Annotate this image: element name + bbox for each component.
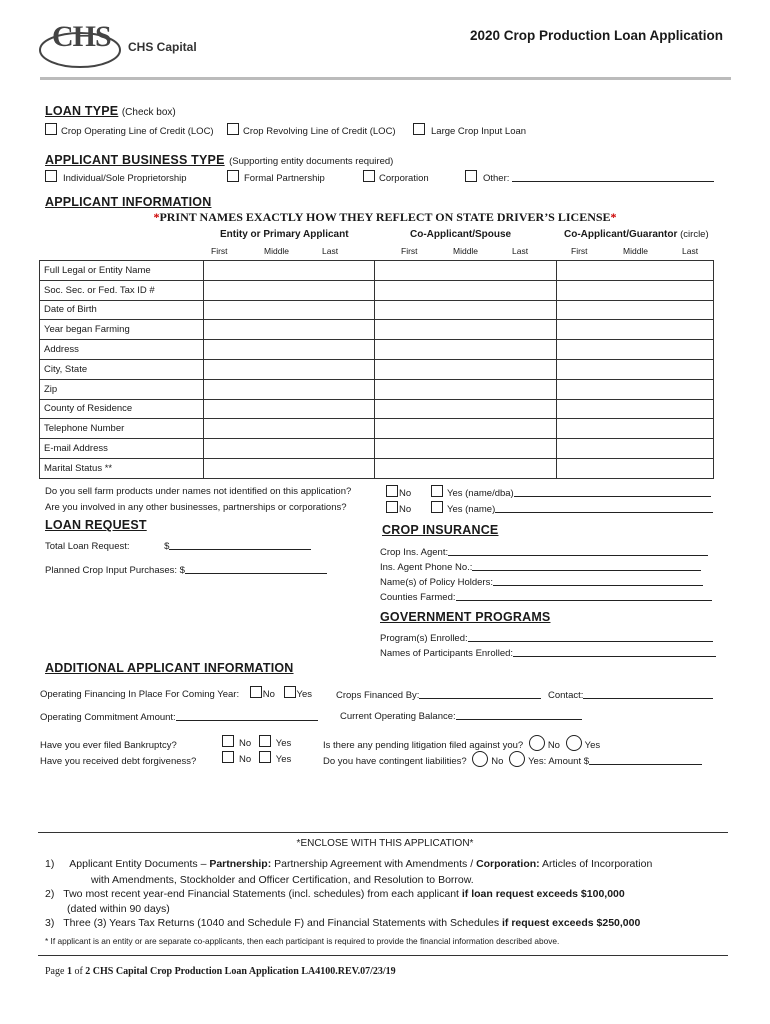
litigation-question: Is there any pending litigation filed against you? No Yes (323, 735, 600, 751)
page-title: 2020 Crop Production Loan Application (469, 28, 723, 43)
bankruptcy-options (222, 735, 291, 749)
cell-primary[interactable] (203, 340, 374, 360)
table-row (40, 340, 714, 360)
enclose-item-1: 1) Applicant Entity Documents – Partnership: Partnership Agreement with Amendments / Corporation: Articles of Incorporation (45, 858, 653, 870)
circle-option-icon[interactable] (509, 751, 525, 767)
cell-spouse[interactable] (374, 439, 557, 459)
cell-guarantor[interactable] (557, 320, 714, 340)
page-footer: Page 1 of 2 CHS Capital Crop Production Loan Application LA4100.REV.07/23/19 (45, 966, 396, 977)
participants-enrolled: Names of Participants Enrolled: (380, 645, 716, 659)
table-row (40, 261, 714, 281)
op-financing-yes[interactable]: Yes (284, 689, 313, 700)
ins-agent-phone-field[interactable] (472, 559, 701, 571)
applicant-info-heading: APPLICANT INFORMATION (45, 195, 212, 209)
row-label: Date of Birth (40, 300, 204, 320)
cell-guarantor[interactable] (557, 340, 714, 360)
cell-primary[interactable] (203, 458, 374, 478)
crop-ins-agent: Crop Ins. Agent: (380, 544, 708, 558)
programs-enrolled-field[interactable] (468, 630, 713, 642)
loan-type-section (45, 104, 176, 118)
col-primary-header: Entity or Primary Applicant (220, 229, 349, 240)
cell-guarantor[interactable] (557, 458, 714, 478)
loan-type-heading: LOAN TYPE (45, 104, 119, 118)
cell-spouse[interactable] (374, 359, 557, 379)
row-label: Year began Farming (40, 320, 204, 340)
bankruptcy-yes[interactable]: Yes (259, 738, 292, 749)
cell-guarantor[interactable] (557, 300, 714, 320)
total-loan-request: Total Loan Request: $ (45, 538, 311, 552)
q1-yes-option[interactable]: Yes (name/dba) (431, 485, 711, 499)
enclose-footnote: * If applicant is an entity or are separate co-applicants, then each participant is required to provide the financial information described above. (45, 936, 560, 946)
counties-farmed-field[interactable] (456, 589, 712, 601)
q2-yes-option[interactable]: Yes (name) (431, 501, 713, 515)
checkbox-icon[interactable] (431, 485, 443, 497)
programs-enrolled: Program(s) Enrolled: (380, 630, 713, 644)
dba-field[interactable] (514, 485, 711, 497)
counties-farmed: Counties Farmed: (380, 589, 712, 603)
checkbox-icon[interactable] (386, 485, 398, 497)
cell-guarantor[interactable] (557, 439, 714, 459)
row-label: Address (40, 340, 204, 360)
checkbox-icon[interactable] (413, 123, 425, 135)
q2-no-option[interactable]: No (386, 501, 411, 515)
table-row (40, 419, 714, 439)
applicant-info-table (39, 260, 714, 479)
row-label: Full Legal or Entity Name (40, 261, 204, 281)
business-name-field[interactable] (495, 501, 713, 513)
row-label: Marital Status ** (40, 458, 204, 478)
cell-spouse[interactable] (374, 458, 557, 478)
checkbox-icon[interactable] (259, 751, 271, 763)
checkbox-icon[interactable] (222, 735, 234, 747)
table-row (40, 300, 714, 320)
enclose-item-2-line2: (dated within 90 days) (67, 903, 170, 915)
crops-financed: Crops Financed By: (336, 687, 541, 701)
row-label: City, State (40, 359, 204, 379)
additional-info-heading: ADDITIONAL APPLICANT INFORMATION (45, 661, 294, 675)
policy-holders-field[interactable] (493, 574, 703, 586)
cell-guarantor[interactable] (557, 359, 714, 379)
debt-forgiveness-yes[interactable]: Yes (259, 754, 292, 765)
contact-field[interactable] (583, 687, 713, 699)
enclose-item-3: 3) Three (3) Years Tax Returns (1040 and Schedule F) and Financial Statements with Schedules if request exceeds $250,000 (45, 917, 641, 929)
q-farm-products: Do you sell farm products under names not identified on this application? (45, 486, 352, 497)
checkbox-icon[interactable] (431, 501, 443, 513)
business-option-corporation[interactable]: Corporation (363, 170, 429, 184)
checkbox-icon[interactable] (227, 123, 239, 135)
planned-purchases-field[interactable] (185, 562, 327, 574)
cell-guarantor[interactable] (557, 261, 714, 281)
business-type-heading: APPLICANT BUSINESS TYPE (45, 153, 225, 167)
participants-enrolled-field[interactable] (513, 645, 716, 657)
current-balance: Current Operating Balance: (340, 708, 582, 722)
table-row (40, 320, 714, 340)
crop-ins-agent-field[interactable] (448, 544, 708, 556)
logo-text: CHS (52, 20, 111, 53)
loan-type-option-revolving[interactable]: Crop Revolving Line of Credit (LOC) (227, 123, 396, 137)
cell-primary[interactable] (203, 439, 374, 459)
checkbox-icon[interactable] (363, 170, 375, 182)
q1-no-option[interactable]: No (386, 485, 411, 499)
cell-guarantor[interactable] (557, 419, 714, 439)
table-row (40, 458, 714, 478)
cell-primary[interactable] (203, 320, 374, 340)
header-divider (40, 77, 731, 80)
table-row (40, 439, 714, 459)
row-label: Zip (40, 379, 204, 399)
checkbox-icon[interactable] (259, 735, 271, 747)
row-label: County of Residence (40, 399, 204, 419)
table-row (40, 399, 714, 419)
cell-guarantor[interactable] (557, 280, 714, 300)
table-row (40, 379, 714, 399)
policy-holders: Name(s) of Policy Holders: (380, 574, 703, 588)
cell-spouse[interactable] (374, 399, 557, 419)
business-option-individual[interactable]: Individual/Sole Proprietorship (45, 170, 187, 184)
debt-forgiveness-question: Have you received debt forgiveness? (40, 756, 197, 767)
row-label: Telephone Number (40, 419, 204, 439)
checkbox-icon[interactable] (222, 751, 234, 763)
business-option-other[interactable]: Other: (465, 170, 714, 184)
cell-spouse[interactable] (374, 379, 557, 399)
col-guarantor-header: Co-Applicant/Guarantor (circle) (564, 229, 709, 240)
circle-option-icon[interactable] (529, 735, 545, 751)
col-spouse-header: Co-Applicant/Spouse (410, 229, 512, 240)
cell-spouse[interactable] (374, 300, 557, 320)
contact: Contact: (548, 687, 713, 701)
cell-spouse[interactable] (374, 419, 557, 439)
cell-primary[interactable] (203, 359, 374, 379)
cell-guarantor[interactable] (557, 379, 714, 399)
business-type-section (45, 151, 393, 169)
cell-guarantor[interactable] (557, 399, 714, 419)
circle-option-icon[interactable] (472, 751, 488, 767)
checkbox-icon[interactable] (250, 686, 262, 698)
checkbox-icon[interactable] (465, 170, 477, 182)
contingent-question: Do you have contingent liabilities? No Yes: Amount $ (323, 751, 702, 767)
contingent-amount-field[interactable] (589, 753, 702, 765)
checkbox-icon[interactable] (45, 123, 57, 135)
loan-request-heading: LOAN REQUEST (45, 518, 147, 532)
cell-primary[interactable] (203, 300, 374, 320)
checkbox-icon[interactable] (45, 170, 57, 182)
loan-type-note: (Check box) (121, 107, 176, 118)
gov-programs-heading: GOVERNMENT PROGRAMS (380, 610, 551, 624)
crop-insurance-heading: CROP INSURANCE (382, 523, 499, 537)
brand-name: CHS Capital (128, 40, 197, 54)
cell-primary[interactable] (203, 261, 374, 281)
cell-spouse[interactable] (374, 280, 557, 300)
planned-purchases: Planned Crop Input Purchases: $ (45, 562, 327, 576)
checkbox-icon[interactable] (284, 686, 296, 698)
current-balance-field[interactable] (456, 708, 582, 720)
checkbox-icon[interactable] (227, 170, 239, 182)
enclose-heading: *ENCLOSE WITH THIS APPLICATION* (296, 838, 474, 849)
table-row (40, 280, 714, 300)
debt-forgiveness-options (222, 751, 291, 765)
total-loan-field[interactable] (169, 538, 311, 550)
row-label: Soc. Sec. or Fed. Tax ID # (40, 280, 204, 300)
cell-spouse[interactable] (374, 320, 557, 340)
row-label: E-mail Address (40, 439, 204, 459)
table-row (40, 359, 714, 379)
other-field[interactable] (512, 170, 714, 182)
bankruptcy-question: Have you ever filed Bankruptcy? (40, 740, 177, 751)
q-other-businesses: Are you involved in any other businesses, partnerships or corporations? (45, 502, 347, 513)
loan-type-option-loc[interactable]: Crop Operating Line of Credit (LOC) (45, 123, 214, 137)
op-financing-question: Operating Financing In Place For Coming Year: No Yes (40, 686, 312, 700)
cell-spouse[interactable] (374, 261, 557, 281)
business-type-note: (Supporting entity documents required) (229, 156, 394, 167)
bankruptcy-no[interactable]: No (222, 738, 251, 749)
business-option-partnership[interactable]: Formal Partnership (227, 170, 325, 184)
enclose-item-1-line2: with Amendments, Stockholder and Officer Certification, and Resolution to Borrow. (91, 874, 474, 886)
crops-financed-field[interactable] (419, 687, 541, 699)
enclose-item-2: 2) Two most recent year-end Financial Statements (incl. schedules) from each applicant if loan request exceeds $100,000 (45, 888, 625, 900)
cell-primary[interactable] (203, 280, 374, 300)
debt-forgiveness-no[interactable]: No (222, 754, 251, 765)
circle-option-icon[interactable] (566, 735, 582, 751)
op-financing-no[interactable]: No (250, 689, 275, 700)
op-commitment: Operating Commitment Amount: (40, 709, 318, 723)
cell-primary[interactable] (203, 379, 374, 399)
checkbox-icon[interactable] (386, 501, 398, 513)
cell-spouse[interactable] (374, 340, 557, 360)
op-commitment-field[interactable] (176, 709, 318, 721)
cell-primary[interactable] (203, 399, 374, 419)
license-notice: *PRINT NAMES EXACTLY HOW THEY REFLECT ON STATE DRIVER’S LICENSE* (153, 210, 617, 224)
cell-primary[interactable] (203, 419, 374, 439)
loan-type-option-large[interactable]: Large Crop Input Loan (413, 123, 526, 137)
ins-agent-phone: Ins. Agent Phone No.: (380, 559, 701, 573)
